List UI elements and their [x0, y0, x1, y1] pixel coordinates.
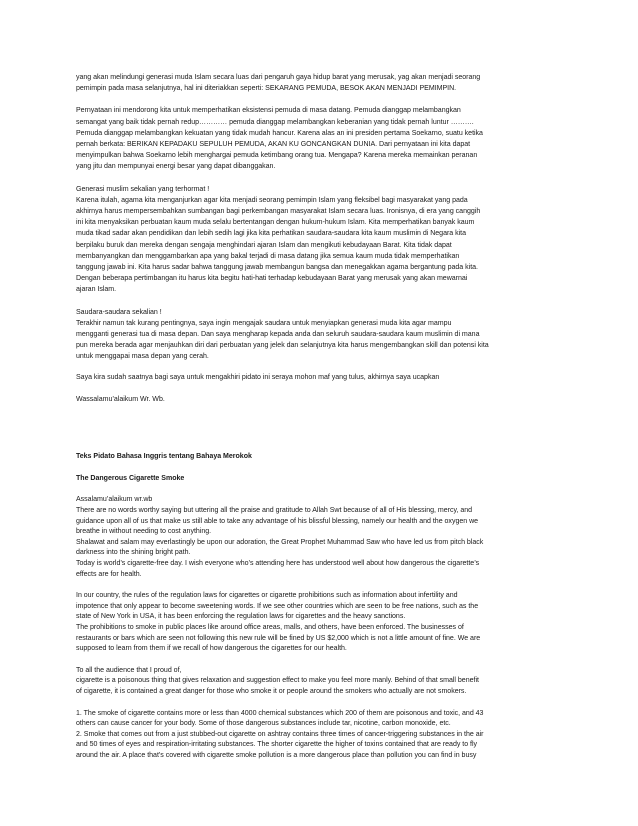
- section-spacer: [76, 416, 566, 451]
- paragraph: 1. The smoke of cigarette contains more or less than 4000 chemical substances which 200 of them are poisonous and toxic, and 43 others can cause cancer for your body. Some of those dangerous substances include tar, nicotine, carbon monoxide, etc. 2. Smoke that comes out from a just stubbed-out cigarette on ashtray contains three times of cancer-triggering substances in the air and 50 times of eyes and respiration-irritating substances. The shorter cigarette the higher of toxins contained that are ready to fly around the air. A place that’s covered with cigarette smoke pollution is a more dangerous place than pollution you can find in busy: [76, 709, 484, 759]
- document-body: [76, 72, 566, 773]
- section-heading: Teks Pidato Bahasa Inggris tentang Bahaya Merokok: [76, 453, 252, 461]
- speech-title: The Dangerous Cigarette Smoke: [76, 475, 185, 483]
- paragraph: yang akan melindungi generasi muda Islam secara luas dari pengaruh gaya hidup barat yang merusak, yag akan menjadi seorang pemimpin pada masa selanjutnya, hal ini diteriakkan seperti: SEKARANG PEMUDA, BESOK AKAN MENJADI PEMIMPIN.: [76, 74, 481, 93]
- closing-greeting: Wassalamu’alaikum Wr. Wb.: [76, 395, 165, 403]
- paragraph: Saya kira sudah saatnya bagi saya untuk mengakhiri pidato ini seraya mohon maf yang tulus, akhirnya saya ucapkan: [76, 373, 440, 381]
- paragraph: Pernyataan ini mendorong kita untuk memperhatikan eksistensi pemuda di masa datang. Pemuda dianggap melambangkan semangat yang baik tidak pernah redup………… pemuda dianggap melambangkan keberanian yang tidak pernah luntur ………. Pemuda dianggap melambangkan kekuatan yang tidak mudah hancur. Karena alas an ini presiden pertama Soekarno, suatu ketika pernah berkata: BERIKAN KEPADAKU SEPULUH PEMUDA, AKAN KU GONCANGKAN DUNIA. Dari pernyataan ini kita dapat menyimpulkan bahwa Soekarno lebih menghargai pemuda ketimbang orang tua. Mengapa? Karena mereka memainkan peranan yang jitu dan mempunyai energi besar yang dapat dibanggakan.: [76, 107, 483, 171]
- paragraph: Generasi muslim sekalian yang terhormat ! Karena itulah, agama kita menganjurkan agar kita menjadi seorang pemimpin Islam yang fleksibel bagi masyarakat yang pada akhirnya harus mempersembahkan sumbangan bagi perkembangan masyarakat Islam secara luas. Ironisnya, di era yang canggih ini kita menyaksikan perbuatan kaum muda selalu bertentangan dengan hukum-hukum Islam. Kita memperhatikan banyak kaum muda tikad sadar akan pendidikan dan lebih sedih lagi jika kita perhatikan saudara-saudara kita kaum muslimin di Negara kita berpilaku buruk dan mereka dengan sengaja menghindari ajaran Islam dan mengikuti kebudayaan Barat. Kita tidak dapat membanyangkan dan menggambarkan apa yang bakal terjadi di masa datang jika semua kaum muda tidak memperhatikan tanggung jawab ini. Kita harus sadar bahwa tanggung jawab membangun bangsa dan menegakkan agama bergantung pada kita. Dengan beberapa pertimbangan itu harus kita begitu hati-hati terhadap kebudayaan Barat yang merusak yang akan mewarnai ajaran Islam.: [76, 185, 481, 294]
- paragraph: In our country, the rules of the regulation laws for cigarettes or cigarette prohibitions such as information about infertility and impotence that only appear to become sweetening words. If we see other countries which are seen to be free nations, such as the state of New York in USA, it has been enforcing the regulation laws for cigarettes and the heavy sanctions. The prohibitions to smoke in public places like around office areas, malls, and others, have been enforced. The businesses of restaurants or bars which are seen not following this new rule will be fined by US $2,000 which is not a little amount of fine. We are supposed to learn from them if we recall of how dangerous the cigarettes for our health.: [76, 592, 481, 653]
- paragraph: To all the audience that I proud of, cigarette is a poisonous thing that gives relaxation and suggestion effect to make you feel more manly. Behind of that small benefit of cigarette, it is contained a great danger for those who smoke it or people around the smokers who actually are not smokers.: [76, 666, 479, 695]
- paragraph: Assalamu’alaikum wr.wb There are no words worthy saying but uttering all the praise and gratitude to Allah Swt because of all of His blessing, mercy, and guidance upon all of us that make us still able to take any advantage of his blissful blessing, namely our health and the oxygen we breathe in without needing to cost anything. Shalawat and salam may everlastingly be upon our adoration, the Great Prophet Muhammad Saw who have led us from pitch black darkness into the shining bright path. Today is world’s cigarette-free day. I wish everyone who’s attending here has understood well about how dangerous the cigarette’s effects are for health.: [76, 496, 484, 578]
- paragraph: Saudara-saudara sekalian ! Terakhir namun tak kurang pentingnya, saya ingin mengajak saudara untuk menyiapkan generasi muda kita agar mampu mengganti generasi tua di masa depan. Dan saya mengharap kepada anda dan seluruh saudara-saudara kaum muslimin di mana pun mereka berada agar menjauhkan diri dari perbuatan yang jelek dan selanjutnya kita harus mengembangkan skill dan potensi kita untuk menggapai masa depan yang cerah.: [76, 308, 489, 361]
